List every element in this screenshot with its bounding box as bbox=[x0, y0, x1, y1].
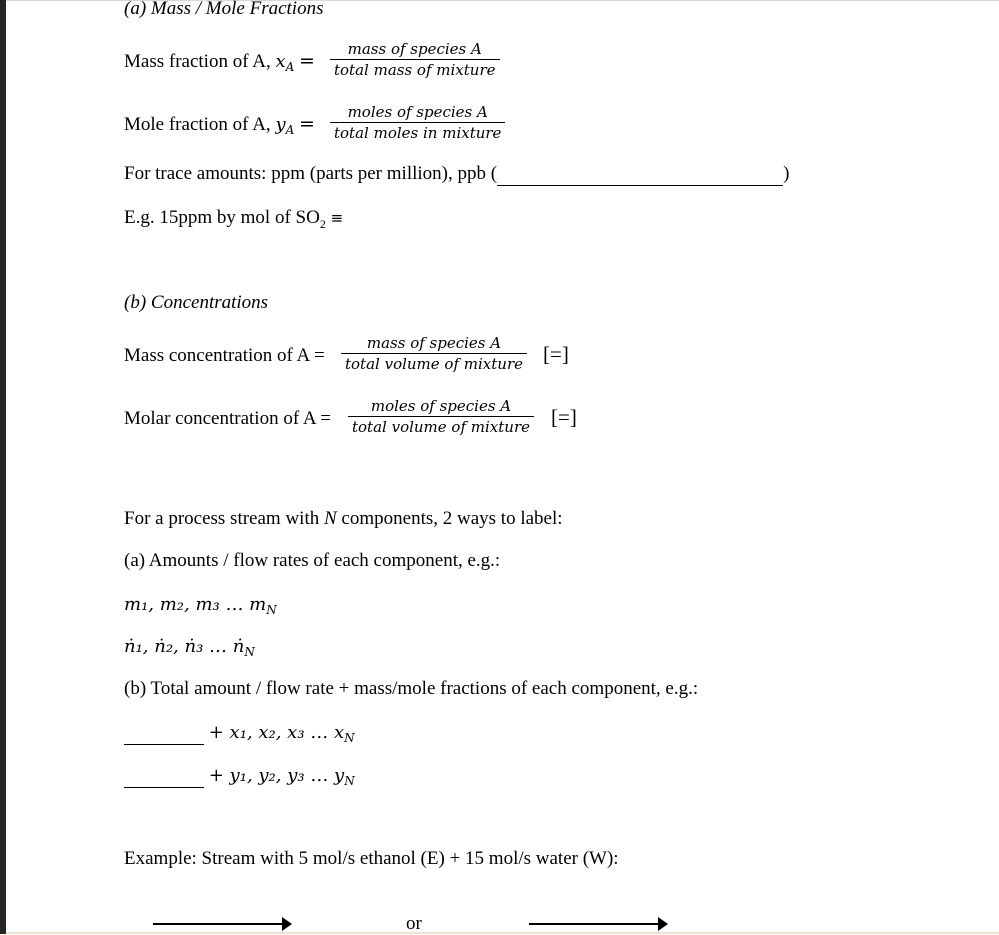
mole-fraction-items: + y₁, y₂, y₃ … y bbox=[208, 765, 345, 786]
mass-concentration-label: Mass concentration of A = bbox=[124, 345, 325, 366]
stream-arrow-right bbox=[529, 923, 666, 925]
or-label: or bbox=[406, 913, 422, 934]
mass-concentration-units: [=] bbox=[543, 342, 569, 366]
mass-fraction-line: Mass fraction of A, $x_A$ = bbox=[124, 50, 315, 74]
trace-amounts-text: For trace amounts: ppm (parts per million), ppb ( bbox=[124, 163, 498, 184]
stream-intro-post: components, 2 ways to label: bbox=[336, 508, 563, 529]
ppb-blank[interactable] bbox=[497, 163, 783, 186]
mole-fraction-line: Mole fraction of A, $y_A$ = bbox=[124, 113, 315, 137]
mass-fraction-symbol: x bbox=[275, 51, 286, 72]
option-b-text: (b) Total amount / flow rate + mass/mole fractions of each component, e.g.: bbox=[124, 678, 699, 699]
mass-fraction-numerator: mass of species A bbox=[330, 39, 500, 60]
trace-close-paren: ) bbox=[783, 163, 790, 184]
mass-flow-sub: N bbox=[266, 603, 277, 617]
mole-fraction-numerator: moles of species A bbox=[330, 102, 505, 123]
mole-fraction-list bbox=[124, 765, 355, 788]
section-b-heading: (b) Concentrations bbox=[124, 292, 269, 313]
stream-intro bbox=[124, 508, 563, 530]
mass-fraction-items: + x₁, x₂, x₃ … x bbox=[208, 722, 345, 743]
mass-fraction-denominator: total mass of mixture bbox=[334, 61, 496, 79]
total-mass-blank[interactable] bbox=[124, 722, 204, 745]
so2-subscript: 2 bbox=[319, 216, 326, 231]
mass-flow-list bbox=[124, 594, 277, 617]
mole-fraction-symbol: y bbox=[275, 114, 286, 135]
mass-fraction-sub: A bbox=[285, 60, 295, 74]
stream-arrow-left bbox=[153, 923, 290, 925]
mole-fraction-fraction bbox=[330, 102, 505, 143]
mass-fraction-list-sub: N bbox=[344, 731, 355, 745]
stream-intro-pre: For a process stream with bbox=[124, 508, 324, 529]
equiv-symbol: ≡ bbox=[330, 209, 344, 227]
mass-concentration-fraction bbox=[341, 333, 527, 374]
mole-fraction-denominator: total moles in mixture bbox=[334, 124, 502, 142]
mass-concentration-numerator: mass of species A bbox=[341, 333, 527, 354]
section-a-heading: (a) Mass / Mole Fractions bbox=[124, 0, 324, 19]
trace-amounts-line bbox=[124, 163, 789, 186]
mole-fraction-sub: A bbox=[285, 123, 295, 137]
mass-concentration-denominator: total volume of mixture bbox=[345, 355, 523, 373]
mass-fraction-fraction bbox=[330, 39, 500, 80]
mass-fraction-list bbox=[124, 722, 355, 745]
mole-flow-items: ṅ₁, ṅ₂, ṅ₃ … ṅ bbox=[124, 636, 245, 657]
molar-concentration-denominator: total volume of mixture bbox=[352, 418, 530, 436]
molar-concentration-fraction bbox=[348, 396, 534, 437]
mass-flow-items: m₁, m₂, m₃ … m bbox=[124, 594, 267, 615]
example-so2-line bbox=[124, 207, 343, 232]
option-a-text: (a) Amounts / flow rates of each component, e.g.: bbox=[124, 550, 501, 571]
molar-concentration-units: [=] bbox=[551, 405, 577, 429]
mole-flow-list bbox=[124, 636, 255, 659]
example-stream-text: Example: Stream with 5 mol/s ethanol (E) + 15 mol/s water (W): bbox=[124, 848, 619, 869]
stream-intro-n: N bbox=[323, 508, 337, 529]
mass-fraction-label: Mass fraction of A, bbox=[124, 51, 276, 72]
molar-concentration-label: Molar concentration of A = bbox=[124, 408, 331, 429]
example-so2-text: E.g. 15ppm by mol of SO bbox=[124, 207, 320, 228]
mole-fraction-list-sub: N bbox=[344, 774, 355, 788]
left-border bbox=[0, 0, 6, 934]
total-moles-blank[interactable] bbox=[124, 765, 204, 788]
molar-concentration-numerator: moles of species A bbox=[348, 396, 534, 417]
mole-fraction-label: Mole fraction of A, bbox=[124, 114, 276, 135]
mole-flow-sub: N bbox=[244, 645, 255, 659]
